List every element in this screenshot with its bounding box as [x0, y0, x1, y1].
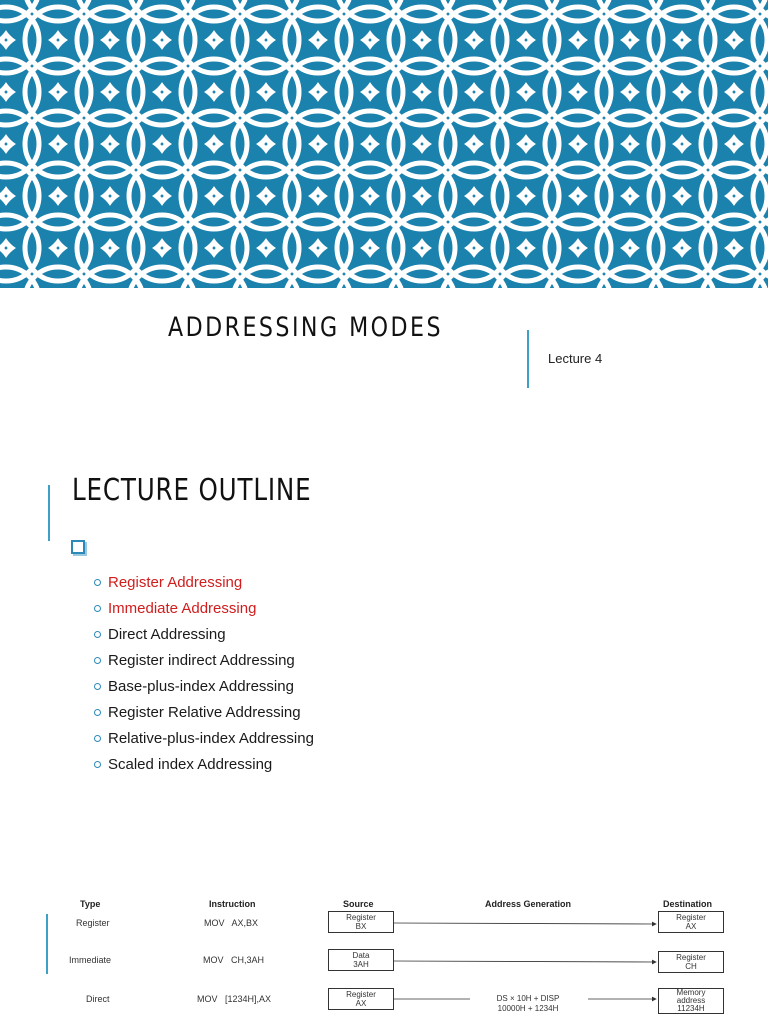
header-instruction: Instruction [209, 899, 256, 909]
immediate-flow-arrow [394, 961, 656, 962]
outline-title: LECTURE OUTLINE [72, 473, 312, 508]
header-source: Source [343, 899, 374, 909]
row-immediate-instruction: MOV CH,3AH [203, 955, 265, 965]
box-line: 11234H [677, 1004, 705, 1013]
row-register-type: Register [76, 918, 110, 928]
box-line: Register [676, 953, 706, 962]
row-direct-type: Direct [86, 994, 110, 1004]
list-item-label: Base-plus-index Addressing [108, 677, 294, 695]
box-line: Register [346, 990, 376, 999]
list-item-label: Register Relative Addressing [108, 703, 301, 721]
box-line: Register [346, 913, 376, 922]
header-destination: Destination [663, 899, 713, 909]
slide-title: ADDRESSING MODES [168, 312, 443, 343]
box-line: CH [685, 962, 697, 971]
register-flow-arrow [394, 923, 656, 924]
box-line: Data [352, 951, 370, 960]
list-item-label: Immediate Addressing [108, 599, 257, 617]
calc-line: DS × 10H + DISP [496, 994, 560, 1003]
slide-subtitle: Lecture 4 [548, 351, 603, 366]
list-item-label: Register Addressing [108, 573, 243, 591]
row-immediate-type: Immediate [69, 955, 112, 965]
header-address-generation: Address Generation [485, 899, 572, 909]
box-line: BX [355, 922, 367, 931]
list-item-label: Direct Addressing [108, 625, 226, 643]
list-item-label: Scaled index Addressing [108, 755, 273, 773]
box-line: address [676, 996, 706, 1005]
row-direct-instruction: MOV [1234H],AX [197, 994, 272, 1004]
box-line: Memory [676, 988, 706, 997]
box-line: AX [355, 999, 367, 1008]
box-line: Register [676, 913, 706, 922]
box-line: 3AH [353, 960, 369, 969]
header-type: Type [80, 899, 101, 909]
box-line: AX [685, 922, 697, 931]
list-item-label: Relative-plus-index Addressing [108, 729, 314, 747]
row-register-instruction: MOV AX,BX [204, 918, 259, 928]
list-item-label: Register indirect Addressing [108, 651, 295, 669]
calc-line: 10000H + 1234H [497, 1004, 559, 1013]
